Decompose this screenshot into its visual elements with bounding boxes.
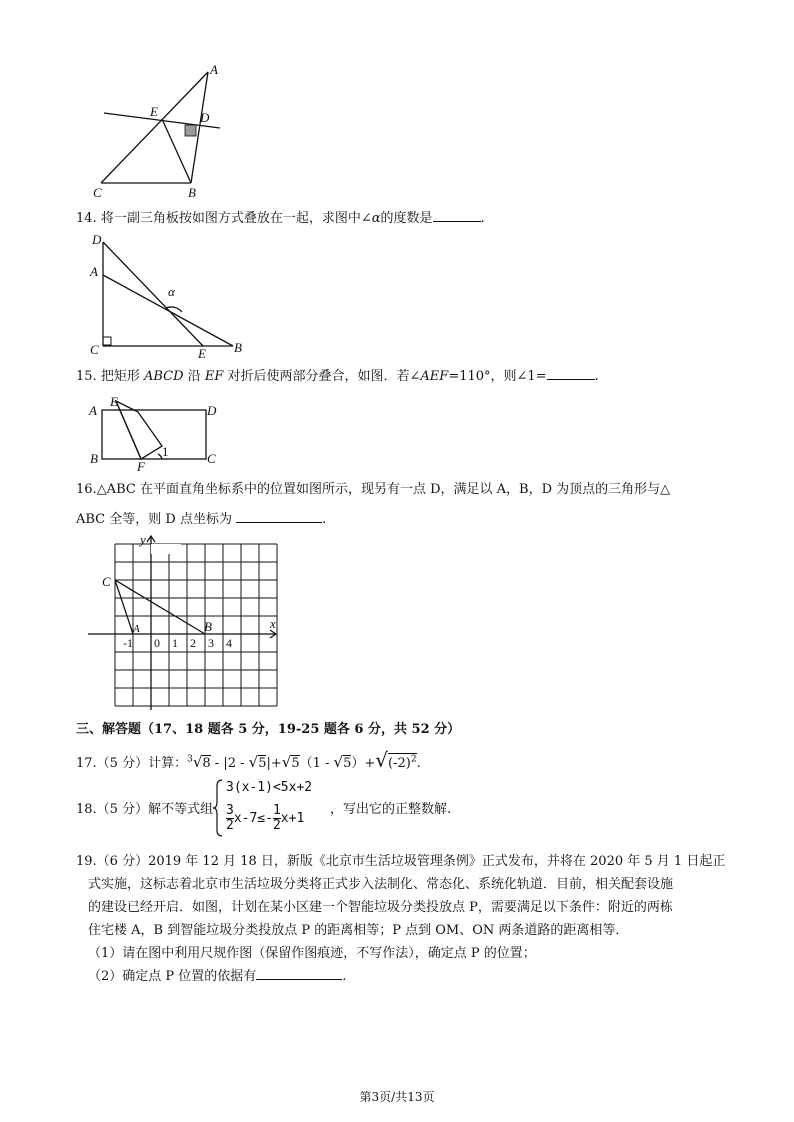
figure-q14 [88,232,250,360]
figure-q15 [88,394,228,474]
tick-label: 0 [154,636,160,650]
label-a: A [210,62,218,77]
q16-answer-blank[interactable] [236,510,322,523]
q19-line2: 式实施，这标志着北京市生活垃圾分类将正式步入法制化、常态化、系统化轨道．目前，相关配套设施 [88,877,674,892]
label-b: B [188,185,196,200]
q18-ineq1: 3(x-1)<5x+2 [226,780,313,795]
q17-end: . [416,756,421,771]
q17-sqrt-sign-d: √ [375,748,389,772]
q14-var: α [371,211,381,226]
q15-p3: 对折后使两部分叠合，如图．若∠ [227,369,421,384]
q15-aef: AEF [420,369,449,384]
q18-frac2 [273,804,281,833]
q17-radical-sign: √ [192,753,203,771]
label-a: A [133,623,140,635]
tick-label: 1 [172,636,178,650]
label-e: E [150,104,158,119]
label-b: B [90,451,98,466]
q19-answer-blank[interactable] [256,967,342,980]
tick-label: -1 [123,636,133,650]
label-f: F [137,459,145,474]
q18-prefix: 18.（5 分）解不等式组 [76,802,214,817]
q15-ef: EF [204,369,224,384]
question-17 [76,746,726,776]
q17-sqrt-sign-c: √ [333,753,344,771]
q15-end: . [594,369,599,384]
q14-text: 将一副三角板按如图方式叠放在一起，求图中∠ [100,211,372,226]
q19-sub1: （1）请在图中利用尺规作图（保留作图痕迹，不写作法），确定点 P 的位置； [88,946,536,961]
q14-end: . [480,211,485,226]
label-alpha: α [168,284,175,299]
segment-ca [115,580,133,634]
q15-p1: 把矩形 [100,369,140,384]
q17-mid1: - |2 - [210,756,249,771]
q16-end: . [322,511,327,527]
label-d: D [92,232,102,247]
label-c: C [102,574,111,589]
figure-q13 [88,62,228,200]
tick-label: 3 [208,636,214,650]
q18-ineq2-end: x+1 [280,811,305,826]
q17-prefix: 17.（5 分）计算： [76,756,188,771]
q19-line3: 的建设已经开启．如图，计划在某小区建一个智能垃圾分类投放点 P，需要满足以下条件：附近的两栋 [88,900,673,915]
q16-line1: △ABC 在平面直角坐标系中的位置如图所示，现另有一点 D，满足以 A，B，D 为顶点的三角形与△ [96,482,671,497]
label-e: E [198,346,206,360]
q15-abcd: ABCD [143,369,184,384]
section-3-title: 三、解答题（17、18 题各 5 分，19-25 题各 6 分，共 52 分） [76,722,461,737]
question-14 [76,209,726,229]
q17-sqrt-sign-a: √ [248,753,259,771]
page-footer: 第3页/共13页 [359,1090,435,1104]
axis-label-y: y [140,532,146,547]
label-a: A [90,264,98,279]
question-15 [76,367,726,387]
q17-radicand-last-wrap [388,753,417,771]
q18-frac1-num: 3 [226,803,234,818]
right-angle-mark [185,125,196,136]
label-d: D [207,403,217,418]
q18-suffix: ，写出它的正整数解. [330,802,452,817]
label-d: D [200,110,210,125]
label-c: C [207,451,216,466]
q14-text2: 的度数是 [380,211,433,226]
axis-label-x: x [270,616,276,631]
q18-frac1 [226,804,234,833]
q15-number: 15. [76,369,97,384]
label-b: B [234,340,242,355]
q17-sqrt5-c: 5 [343,756,352,771]
q19-sub2-end: . [342,969,347,984]
q19-line1: 19.（6 分）2019 年 12 月 18 日，新版《北京市生活垃圾管理条例》正式发布，并将在 2020 年 5 月 1 日起正 [76,854,726,869]
q18-frac1-den: 2 [226,818,234,833]
q17-mid3: （1 - [299,756,334,771]
label-angle-1: 1 [162,444,169,459]
q14-answer-blank[interactable] [433,209,481,222]
question-16 [76,481,726,530]
q18-ineq2 [226,804,304,836]
segment-cb [115,580,205,634]
q15-p4: =110°，则∠1= [448,369,547,384]
figure-q16-grid [88,530,286,712]
q14-number: 14. [76,211,97,226]
label-e: E [110,394,118,409]
q17-mid4: ）+ [351,756,376,771]
question-19 [76,850,726,988]
q19-sub2: （2）确定点 P 位置的依据有 [88,969,257,984]
q18-ineq2-mid: x-7≤- [233,811,273,826]
q15-answer-blank[interactable] [547,367,595,380]
q19-line4: 住宅楼 A，B 到智能垃圾分类投放点 P 的距离相等；P 点到 OM、ON 两条道路的距离相等． [88,923,629,938]
label-a: A [89,403,97,418]
q17-sqrt5-a: 5 [258,756,267,771]
q16-line2: ABC 全等，则 D 点坐标为 [76,511,232,527]
q15-p2: 沿 [187,369,201,384]
q17-radicand-8: 8 [202,756,211,771]
q18-frac2-num: 1 [272,803,281,818]
tick-label: 4 [226,636,232,650]
right-angle-mark [103,337,111,345]
q17-exponent: 2 [410,754,417,765]
label-c: C [90,342,99,357]
label-b: B [204,619,212,634]
q18-frac2-den: 2 [272,818,281,833]
q16-number: 16. [76,482,97,497]
q17-sqrt5-b: 5 [291,756,300,771]
q17-mid2: |+ [266,756,282,771]
q17-radicand-last: (-2) [388,756,411,771]
tick-label: 2 [190,636,196,650]
label-c: C [93,185,102,200]
q17-root-index: 3 [187,754,193,765]
q17-sqrt-sign-b: √ [281,753,292,771]
q18-system-brace [212,778,224,838]
